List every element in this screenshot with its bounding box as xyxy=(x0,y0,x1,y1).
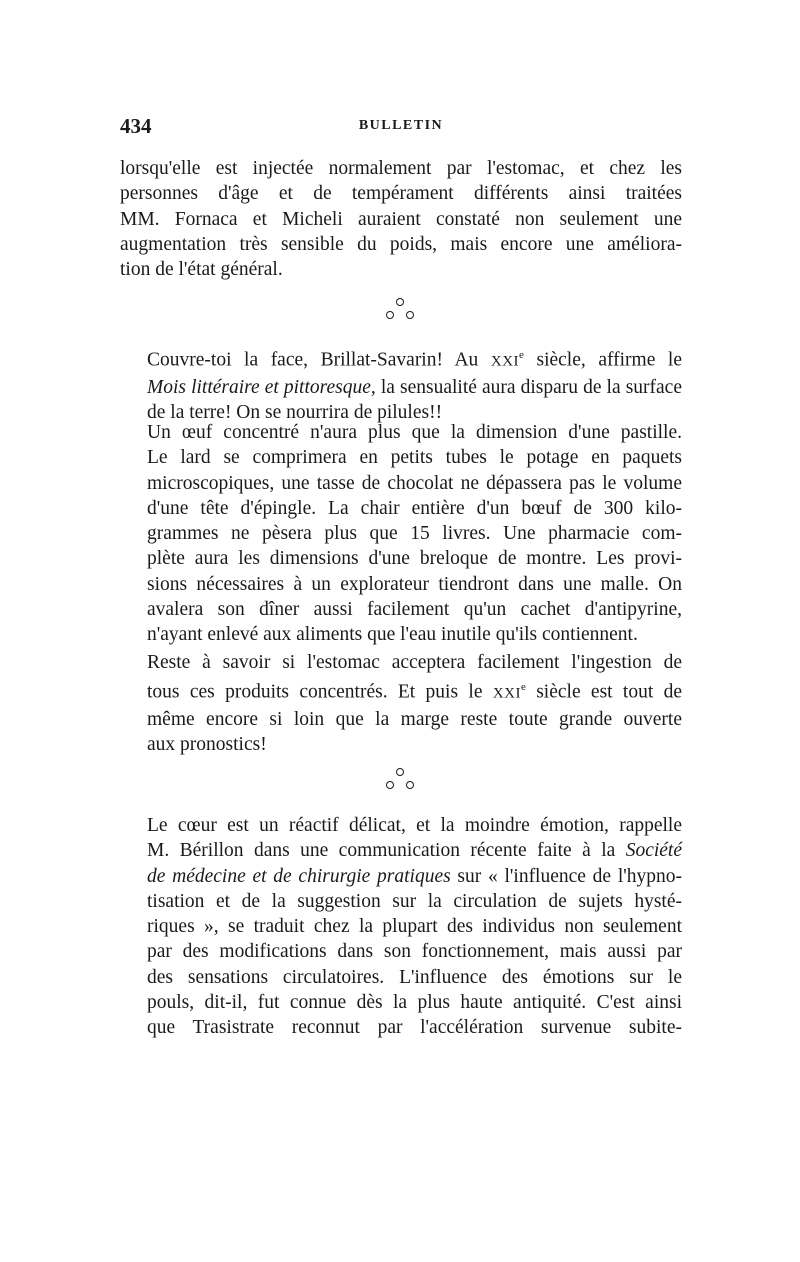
text-line: tisation et de la suggestion sur la circulation de sujets hysté- xyxy=(147,890,682,912)
text-line: pouls, dit-il, fut connue dès la plus haute antiquité. C'est ainsi xyxy=(147,992,682,1014)
text-line: sions nécessaires à un explorateur tiendront dans une malle. On xyxy=(147,573,682,595)
text-line: personnes d'âge et de tempérament différents ainsi traitées xyxy=(120,183,682,205)
text-line: Le lard se comprimera en petits tubes le potage en paquets xyxy=(147,447,682,469)
page-header xyxy=(120,114,682,144)
text-line: Le cœur est un réactif délicat, et la moindre émotion, rappelle xyxy=(147,815,682,836)
text-line: aux pronostics! xyxy=(147,734,267,756)
text-line: microscopiques, une tasse de chocolat ne dépassera pas le volume xyxy=(147,472,682,494)
text-line: augmentation très sensible du poids, mais encore une améliora- xyxy=(120,233,682,255)
paragraph-xxi-century xyxy=(120,650,682,758)
running-title: BULLETIN xyxy=(358,118,444,133)
text-line: tous ces produits concentrés. Et puis le XXIe siècle est tout de xyxy=(147,681,682,703)
text-line: que Trasistrate reconnut par l'accélération survenue subite- xyxy=(147,1017,682,1039)
society-name-cont: de médecine et de chirurgie pratiques xyxy=(147,865,451,887)
section-ornament xyxy=(382,768,418,796)
text-line: MM. Fornaca et Micheli auraient constaté non seulement une xyxy=(120,208,682,230)
paragraph-berillon xyxy=(120,813,682,1041)
section-ornament xyxy=(382,298,418,326)
text-line: même encore si loin que la marge reste toute grande ouverte xyxy=(147,709,682,731)
journal-title: Mois littéraire et pittoresque, xyxy=(147,376,376,398)
text-line: de médecine et de chirurgie pratiques sur « l'influence de l'hypno- xyxy=(147,865,682,887)
paragraph-concentrated-food xyxy=(120,420,682,648)
text-line: Couvre-toi la face, Brillat-Savarin! Au XXIe siècle, affirme le xyxy=(147,349,682,371)
text-line: Reste à savoir si l'estomac acceptera facilement l'ingestion de xyxy=(147,652,682,673)
paragraph-brillat-savarin xyxy=(120,343,682,425)
text-line: d'une tête d'épingle. La chair entière d'un bœuf de 300 kilo- xyxy=(147,497,682,519)
page-number: 434 xyxy=(120,114,152,138)
text-line: des sensations circulatoires. L'influence des émotions sur le xyxy=(147,966,682,988)
text-line: grammes ne pèsera plus que 15 livres. Une pharmacie com- xyxy=(147,523,682,545)
society-name: Société xyxy=(625,840,682,862)
text-line: par des modifications dans son fonctionnement, mais aussi par xyxy=(147,941,682,963)
text-line: M. Bérillon dans une communication récente faite à la Société xyxy=(147,840,682,862)
text-line: Un œuf concentré n'aura plus que la dimension d'une pastille. xyxy=(147,422,682,443)
text-line: plète aura les dimensions d'une breloque de montre. Les provi- xyxy=(147,548,682,570)
text-line: avalera son dîner aussi facilement qu'un cachet d'antipyrine, xyxy=(147,599,682,621)
text-line: de la terre! On se nourrira de pilules!! xyxy=(147,402,443,424)
text-line: n'ayant enlevé aux aliments que l'eau inutile qu'ils contiennent. xyxy=(147,624,638,646)
text-line: tion de l'état général. xyxy=(120,259,283,281)
text-line: riques », se traduit chez la plupart des individus non seulement xyxy=(147,916,682,938)
text-line: Mois littéraire et pittoresque, la sensualité aura disparu de la surface xyxy=(147,376,682,398)
text-line: lorsqu'elle est injectée normalement par l'estomac, et chez les xyxy=(120,158,682,179)
paragraph-fornaca-micheli xyxy=(120,156,682,282)
